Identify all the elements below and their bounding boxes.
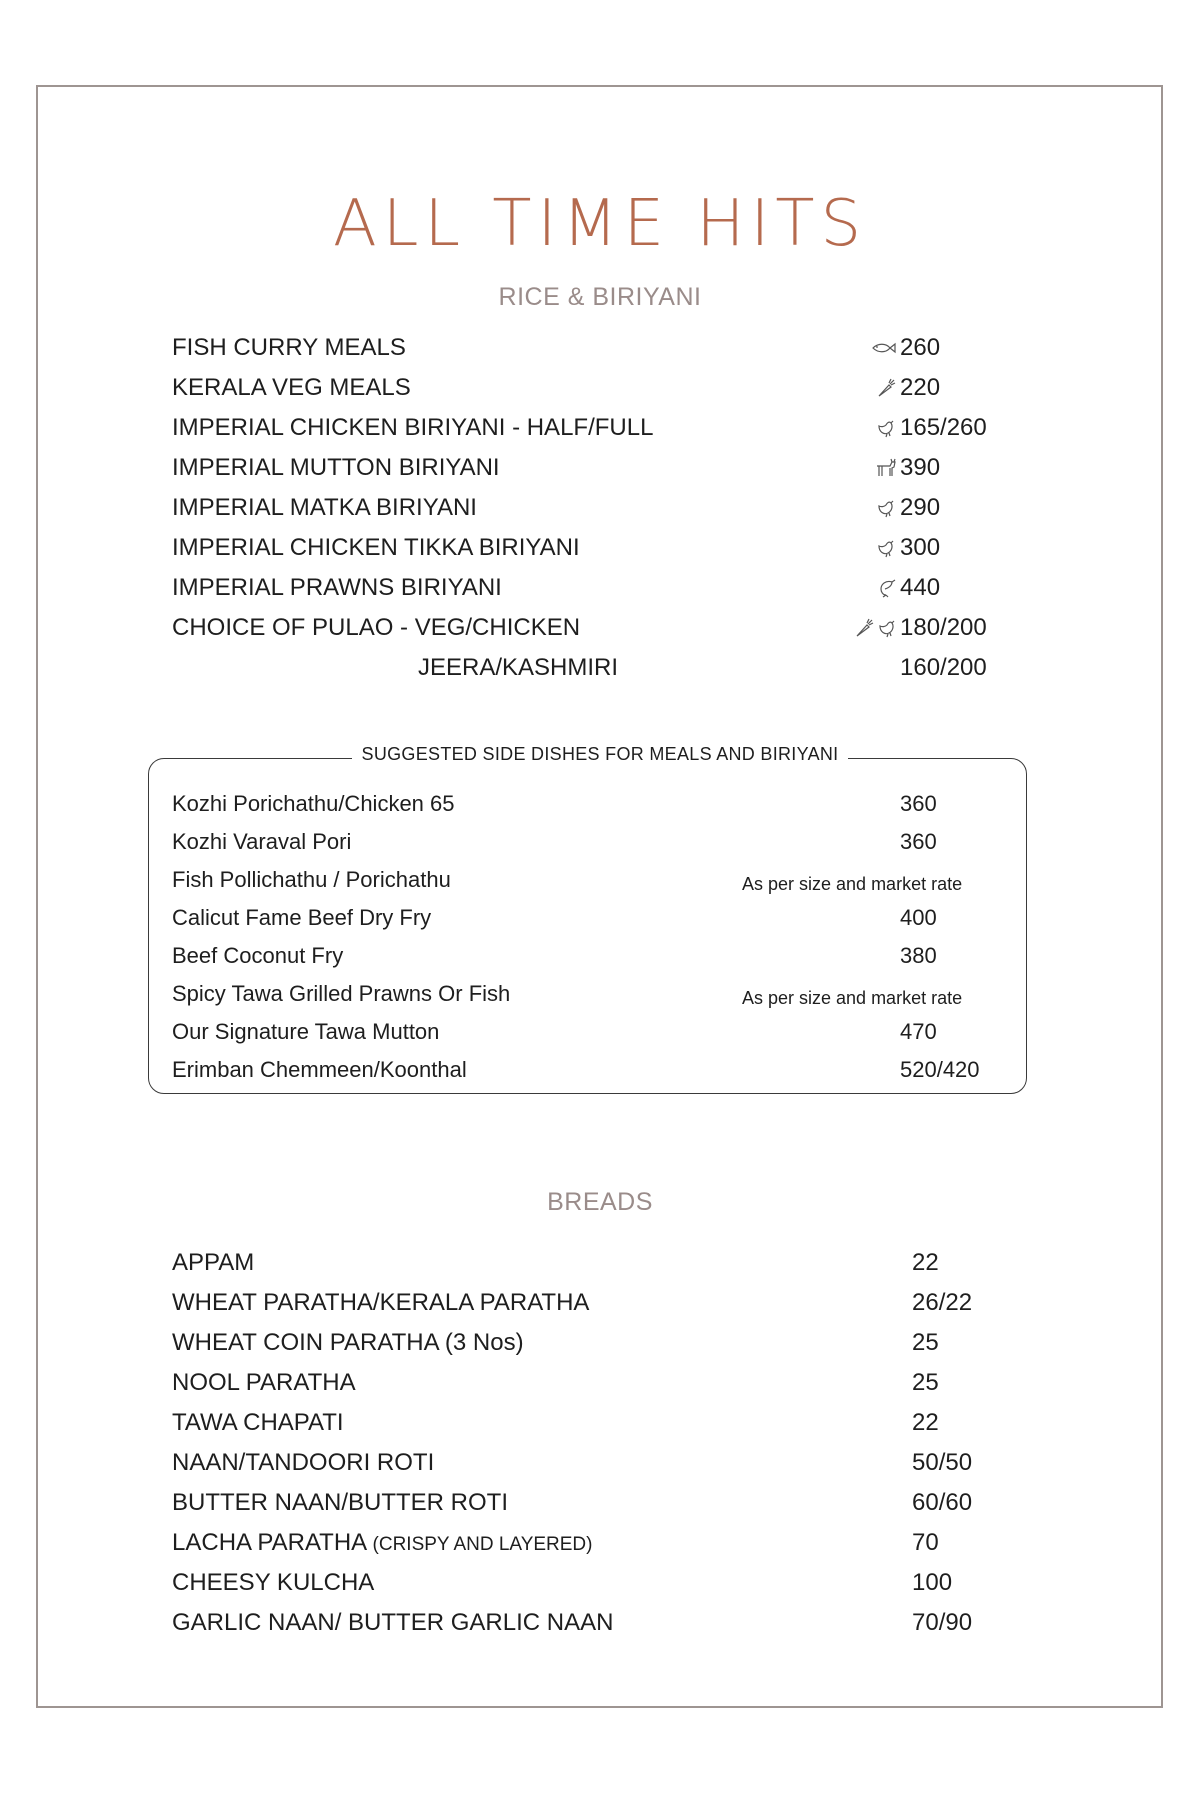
bread-price: 26/22	[912, 1289, 973, 1316]
bread-name: APPAM	[172, 1249, 255, 1276]
item-name: CHOICE OF PULAO - VEG/CHICKEN	[172, 614, 581, 641]
carrot-icon	[854, 618, 874, 638]
side-dish-name: Beef Coconut Fry	[172, 943, 344, 968]
item-icons	[872, 341, 896, 355]
bread-price: 22	[912, 1409, 939, 1436]
item-name: JEERA/KASHMIRI	[418, 654, 619, 681]
item-price: 300	[900, 534, 941, 561]
side-dish-price: As per size and market rate	[742, 874, 963, 894]
bread-name: GARLIC NAAN/ BUTTER GARLIC NAAN	[172, 1609, 614, 1636]
item-price: 180/200	[900, 614, 987, 641]
chicken-icon	[877, 618, 897, 638]
side-dish-price: 470	[900, 1019, 937, 1044]
item-icons	[876, 378, 896, 398]
side-dish-name: Spicy Tawa Grilled Prawns Or Fish	[172, 981, 511, 1006]
page-title: ALL TIME HITS	[332, 187, 868, 261]
side-dishes-heading	[0, 744, 1200, 765]
item-name: IMPERIAL PRAWNS BIRIYANI	[172, 574, 502, 601]
item-icons	[876, 498, 896, 518]
item-icons	[854, 618, 897, 638]
item-price: 220	[900, 374, 941, 401]
item-name: IMPERIAL MATKA BIRIYANI	[172, 494, 477, 521]
item-name: IMPERIAL CHICKEN TIKKA BIRIYANI	[172, 534, 580, 561]
side-dish-name: Calicut Fame Beef Dry Fry	[172, 905, 432, 930]
bread-price: 22	[912, 1249, 939, 1276]
side-dish-price: 360	[900, 791, 937, 816]
item-name: IMPERIAL MUTTON BIRIYANI	[172, 454, 500, 481]
bread-name: WHEAT PARATHA/KERALA PARATHA	[172, 1289, 590, 1316]
chicken-icon	[876, 418, 896, 438]
item-price: 160/200	[900, 654, 987, 681]
fish-icon	[872, 341, 896, 355]
side-dish-price: 400	[900, 905, 937, 930]
side-dish-name: Kozhi Varaval Pori	[172, 829, 352, 854]
side-dish-price: 380	[900, 943, 937, 968]
bread-price: 60/60	[912, 1489, 973, 1516]
side-dish-name: Kozhi Porichathu/Chicken 65	[172, 791, 455, 816]
item-name: FISH CURRY MEALS	[172, 334, 406, 361]
item-name: IMPERIAL CHICKEN BIRIYANI - HALF/FULL	[172, 414, 654, 441]
bread-name: NAAN/TANDOORI ROTI	[172, 1449, 435, 1476]
carrot-icon	[876, 378, 896, 398]
prawn-icon	[876, 578, 896, 598]
side-dish-name: Erimban Chemmeen/Koonthal	[172, 1057, 467, 1082]
item-icons	[876, 578, 896, 598]
bread-note: (CRISPY AND LAYERED)	[372, 1534, 593, 1555]
bread-price: 100	[912, 1569, 953, 1596]
breads-heading: BREADS	[547, 1188, 653, 1216]
item-name: KERALA VEG MEALS	[172, 374, 411, 401]
item-icons	[874, 458, 898, 478]
item-price: 290	[900, 494, 941, 521]
side-dish-name: Our Signature Tawa Mutton	[172, 1019, 440, 1044]
bread-name	[172, 1528, 592, 1560]
bread-price: 70/90	[912, 1609, 973, 1636]
rice-section-heading: RICE & BIRIYANI	[498, 283, 702, 311]
item-price: 440	[900, 574, 941, 601]
item-price: 165/260	[900, 414, 987, 441]
item-icons	[876, 538, 896, 558]
bread-name: CHEESY KULCHA	[172, 1569, 375, 1596]
bread-price: 70	[912, 1529, 939, 1556]
bread-name: BUTTER NAAN/BUTTER ROTI	[172, 1489, 509, 1516]
side-dishes-heading-text: SUGGESTED SIDE DISHES FOR MEALS AND BIRIYANI	[352, 744, 849, 764]
bread-name: TAWA CHAPATI	[172, 1409, 344, 1436]
bread-name-text: LACHA PARATHA	[172, 1529, 366, 1556]
goat-icon	[874, 458, 898, 478]
bread-price: 25	[912, 1329, 939, 1356]
item-icons	[876, 418, 896, 438]
bread-price: 50/50	[912, 1449, 973, 1476]
bread-price: 25	[912, 1369, 939, 1396]
side-dish-name: Fish Pollichathu / Porichathu	[172, 867, 451, 892]
side-dish-price: 360	[900, 829, 937, 854]
item-price: 260	[900, 334, 941, 361]
chicken-icon	[876, 538, 896, 558]
side-dish-price: 520/420	[900, 1057, 980, 1082]
item-price: 390	[900, 454, 941, 481]
chicken-icon	[876, 498, 896, 518]
side-dish-price: As per size and market rate	[742, 988, 963, 1008]
bread-name: WHEAT COIN PARATHA (3 Nos)	[172, 1329, 524, 1356]
bread-name: NOOL PARATHA	[172, 1369, 356, 1396]
